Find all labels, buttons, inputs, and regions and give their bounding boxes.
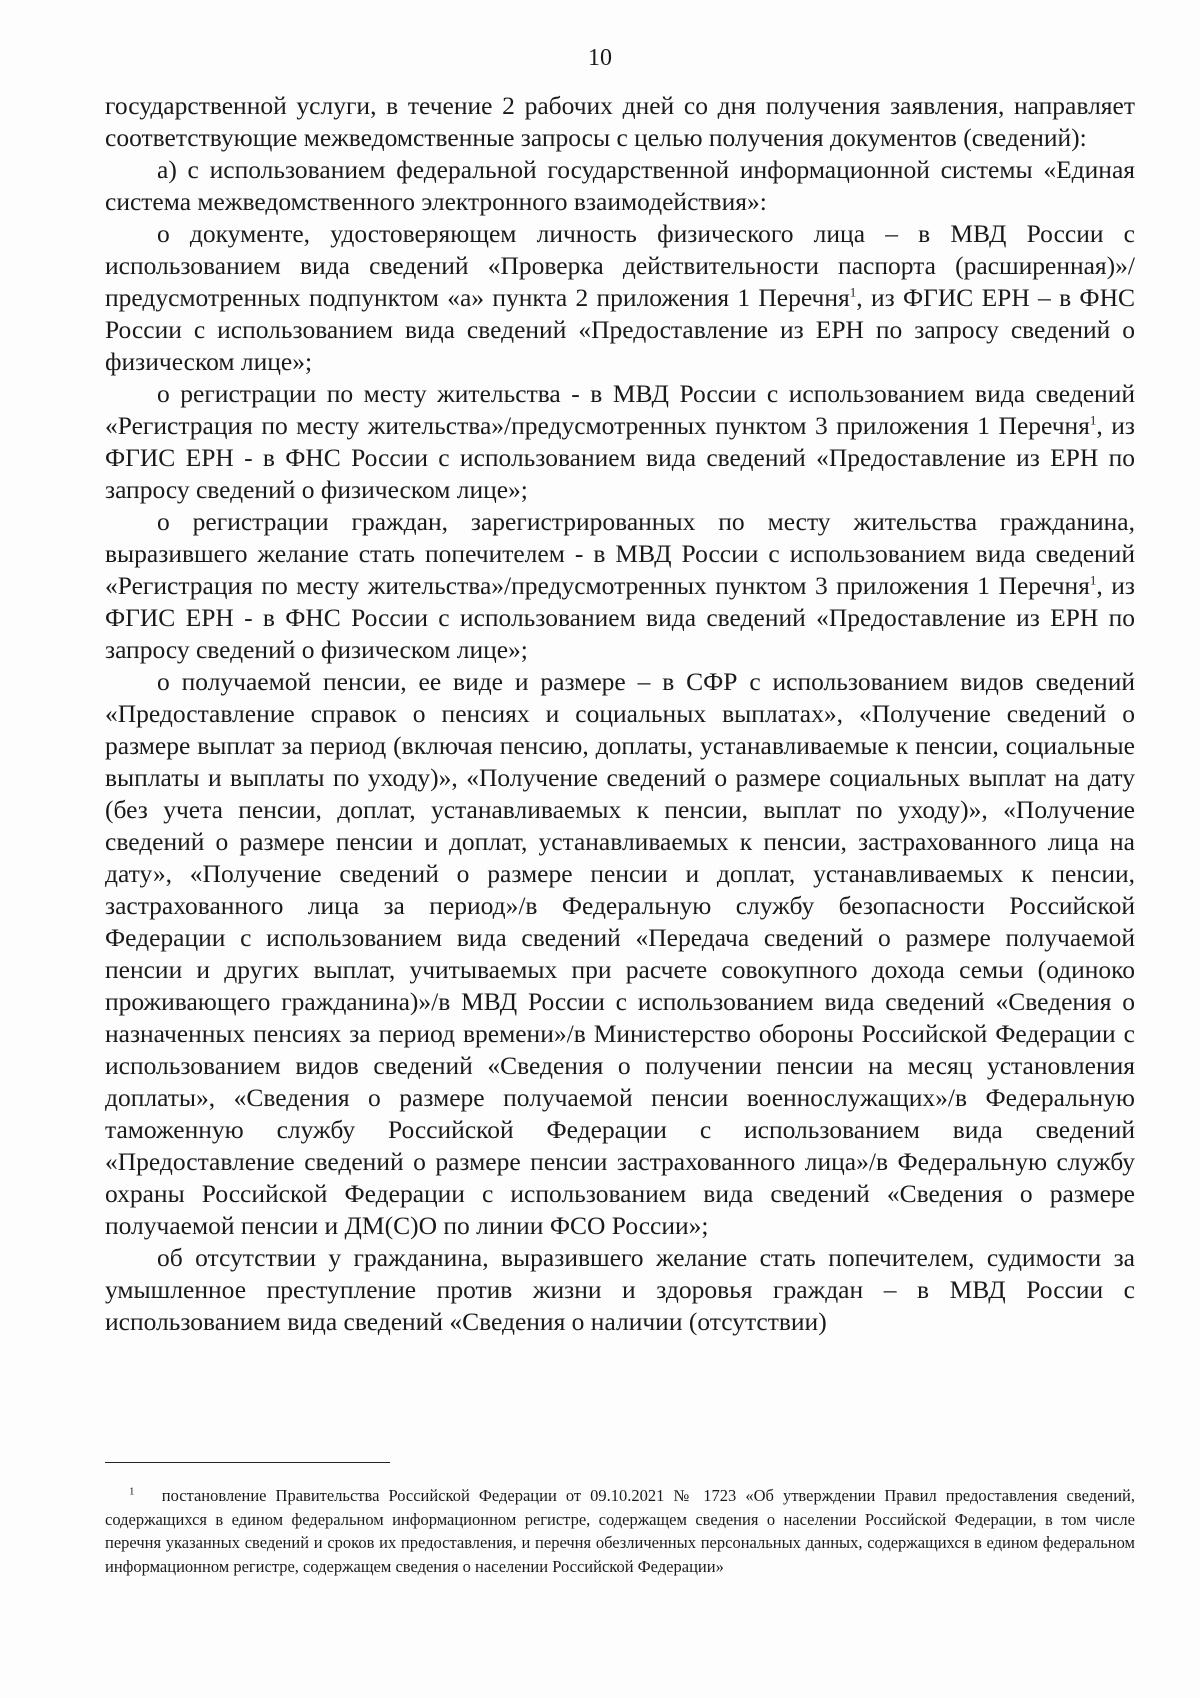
page-number: 10 bbox=[588, 45, 612, 71]
footnote-reference[interactable]: 1 bbox=[1089, 412, 1097, 428]
paragraph-pension: о получаемой пенсии, ее виде и размере – в СФР с использованием видов сведений «Предоставление справок о пенсиях и социальных выплатах», «Получение сведений о размере выплат за период (включая пенсию, доплаты, устанавливаемые к пенсии, социальные выплаты и выплаты по уходу)», «Получение сведений о размере социальных выплат на дату (без учета пенсии, доплат, устанавливаемых к пенсии, выплат по уходу)», «Получение сведений о размере пенсии и доплат, устанавливаемых к пенсии, застрахованного лица на дату», «Получение сведений о размере пенсии и доплат, устанавливаемых к пенсии, застрахованного лица за период»/в Федеральную службу безопасности Российской Федерации с использованием вида сведений «Передача сведений о размере получаемой пенсии и других выплат, учитываемых при расчете совокупного дохода семьи (одиноко проживающего гражданина)»/в МВД России с использованием вида сведений «Сведения о назначенных пенсиях за период времени»/в Министерство обороны Российской Федерации с использованием видов сведений «Сведения о получении пенсии на месяц установления доплаты», «Сведения о размере получаемой пенсии военнослужащих»/в Федеральную таможенную службу Российской Федерации с использованием вида сведений «Предоставление сведений о размере пенсии застрахованного лица»/в Федеральную службу охраны Российской Федерации с использованием вида сведений «Сведения о размере получаемой пенсии и ДМ(С)О по линии ФСО России»; bbox=[105, 667, 1135, 1240]
footnote-mark: 1 bbox=[129, 1485, 135, 1498]
paragraph-criminal-record: об отсутствии у гражданина, выразившего желание стать попечителем, судимости за умышленное преступление против жизни и здоровья граждан – в МВД России с использованием вида сведений «Сведения о наличии (отсутствии) bbox=[105, 1243, 1135, 1336]
document-body bbox=[105, 90, 1135, 1338]
paragraph-text: о документе, удостоверяющем личность физического лица – в МВД России с использованием вида сведений «Проверка действительности паспорта (расширенная)»/предусмотренных подпунктом «а» пункта 2 приложения 1 Перечня bbox=[105, 219, 1135, 312]
paragraph-continuation: государственной услуги, в течение 2 рабочих дней со дня получения заявления, направляет соответствующие межведомственные запросы с целью получения документов (сведений): bbox=[105, 91, 1135, 152]
paragraph-residence-registration bbox=[105, 378, 1135, 506]
footnote-text: постановление Правительства Российской Федерации от 09.10.2021 № 1723 «Об утверждении Правил предоставления сведений, содержащихся в едином федеральном информационном регистре, содержащем сведения о населении Российской Федерации, в том числе перечня указанных сведений и сроков их предоставления, и перечня обезличенных персональных данных, содержащихся в едином федеральном информационном регистре, содержащем сведения о населении Российской Федерации» bbox=[105, 1486, 1136, 1576]
footnote-separator bbox=[105, 1462, 390, 1463]
paragraph-subitem-a: а) с использованием федеральной государственной информационной системы «Единая система межведомственного электронного взаимодействия»: bbox=[105, 155, 1135, 216]
paragraph-identity-document bbox=[105, 218, 1135, 378]
paragraph-text: о регистрации по месту жительства - в МВД России с использованием вида сведений «Регистрация по месту жительства»/предусмотренных пунктом 3 приложения 1 Перечня bbox=[105, 379, 1135, 440]
paragraph-text: о регистрации граждан, зарегистрированных по месту жительства гражданина, выразившего желание стать попечителем - в МВД России с использованием вида сведений «Регистрация по месту жительства»/предусмотренных пунктом 3 приложения 1 Перечня bbox=[105, 507, 1135, 600]
footnote-reference[interactable]: 1 bbox=[849, 284, 857, 300]
footnote bbox=[105, 1484, 1135, 1578]
paragraph-text: , из ФГИС ЕРН - в ФНС России с использованием вида сведений «Предоставление из ЕРН по запросу сведений о физическом лице»; bbox=[105, 571, 1135, 664]
paragraph-text: , из ФГИС ЕРН - в ФНС России с использованием вида сведений «Предоставление из ЕРН по запросу сведений о физическом лице»; bbox=[105, 411, 1135, 504]
paragraph-co-resident-registration bbox=[105, 506, 1135, 666]
paragraph-text: , из ФГИС ЕРН – в ФНС России с использованием вида сведений «Предоставление из ЕРН по запросу сведений о физическом лице»; bbox=[105, 283, 1135, 376]
footnote-reference[interactable]: 1 bbox=[1089, 572, 1097, 588]
